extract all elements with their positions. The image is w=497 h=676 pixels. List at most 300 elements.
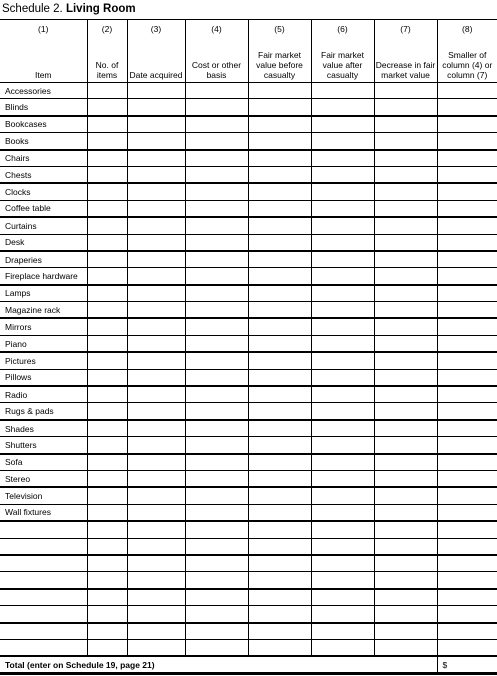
fmv-after-field[interactable] <box>311 369 374 386</box>
table-row <box>0 335 497 352</box>
item-name-cell[interactable]: Wall fixtures <box>0 504 87 521</box>
cost-basis-field[interactable] <box>185 83 248 99</box>
number-of-items-field[interactable] <box>87 589 127 606</box>
date-acquired-field[interactable] <box>127 183 185 200</box>
number-of-items-field[interactable] <box>87 318 127 335</box>
fmv-after-field[interactable] <box>311 639 374 656</box>
decrease-field[interactable] <box>374 268 437 285</box>
fmv-after-field[interactable] <box>311 217 374 234</box>
decrease-field[interactable] <box>374 521 437 538</box>
number-of-items-field[interactable] <box>87 487 127 504</box>
item-name-cell[interactable]: Piano <box>0 335 87 352</box>
date-acquired-field[interactable] <box>127 521 185 538</box>
decrease-field[interactable] <box>374 454 437 471</box>
fmv-after-field[interactable] <box>311 437 374 454</box>
fmv-before-field[interactable] <box>248 99 311 116</box>
decrease-field[interactable] <box>374 133 437 150</box>
item-name-cell[interactable]: Lamps <box>0 285 87 302</box>
table-row <box>0 454 497 471</box>
decrease-field[interactable] <box>374 99 437 116</box>
fmv-before-field[interactable] <box>248 437 311 454</box>
fmv-before-field[interactable] <box>248 487 311 504</box>
fmv-before-field[interactable] <box>248 318 311 335</box>
item-name-cell[interactable] <box>0 606 87 623</box>
number-of-items-field[interactable] <box>87 437 127 454</box>
fmv-before-field[interactable] <box>248 639 311 656</box>
fmv-before-field[interactable] <box>248 83 311 99</box>
fmv-after-field[interactable] <box>311 83 374 99</box>
fmv-after-field[interactable] <box>311 285 374 302</box>
date-acquired-field[interactable] <box>127 572 185 589</box>
fmv-before-field[interactable] <box>248 420 311 437</box>
cost-basis-field[interactable] <box>185 116 248 133</box>
item-name-cell[interactable]: Shutters <box>0 437 87 454</box>
smaller-amount-field[interactable] <box>437 403 497 420</box>
table-row <box>0 623 497 640</box>
fmv-after-field[interactable] <box>311 352 374 369</box>
decrease-field[interactable] <box>374 166 437 183</box>
date-acquired-field[interactable] <box>127 555 185 572</box>
item-name-cell[interactable]: Blinds <box>0 99 87 116</box>
smaller-amount-field[interactable] <box>437 521 497 538</box>
smaller-amount-field[interactable] <box>437 318 497 335</box>
table-row <box>0 437 497 454</box>
decrease-field[interactable] <box>374 234 437 251</box>
number-of-items-field[interactable] <box>87 504 127 521</box>
date-acquired-field[interactable] <box>127 285 185 302</box>
decrease-field[interactable] <box>374 83 437 99</box>
number-of-items-field[interactable] <box>87 335 127 352</box>
item-name-cell[interactable]: Clocks <box>0 183 87 200</box>
smaller-amount-field[interactable] <box>437 217 497 234</box>
date-acquired-field[interactable] <box>127 335 185 352</box>
fmv-before-field[interactable] <box>248 200 311 217</box>
fmv-before-field[interactable] <box>248 572 311 589</box>
item-name-cell[interactable]: Books <box>0 133 87 150</box>
cost-basis-field[interactable] <box>185 606 248 623</box>
item-name-cell[interactable] <box>0 555 87 572</box>
table-row <box>0 150 497 167</box>
fmv-after-field[interactable] <box>311 166 374 183</box>
fmv-before-field[interactable] <box>248 352 311 369</box>
cost-basis-field[interactable] <box>185 369 248 386</box>
smaller-amount-field[interactable] <box>437 470 497 487</box>
fmv-before-field[interactable] <box>248 217 311 234</box>
number-of-items-field[interactable] <box>87 454 127 471</box>
decrease-field[interactable] <box>374 150 437 167</box>
decrease-field[interactable] <box>374 403 437 420</box>
item-name-cell[interactable]: Shades <box>0 420 87 437</box>
smaller-amount-field[interactable] <box>437 639 497 656</box>
number-of-items-field[interactable] <box>87 352 127 369</box>
table-row <box>0 470 497 487</box>
cost-basis-field[interactable] <box>185 487 248 504</box>
decrease-field[interactable] <box>374 116 437 133</box>
cost-basis-field[interactable] <box>185 183 248 200</box>
fmv-before-field[interactable] <box>248 335 311 352</box>
decrease-field[interactable] <box>374 487 437 504</box>
table-row <box>0 639 497 656</box>
date-acquired-field[interactable] <box>127 251 185 268</box>
number-of-items-field[interactable] <box>87 251 127 268</box>
fmv-after-field[interactable] <box>311 302 374 319</box>
smaller-amount-field[interactable] <box>437 200 497 217</box>
cost-basis-field[interactable] <box>185 538 248 555</box>
cost-basis-field[interactable] <box>185 403 248 420</box>
cost-basis-field[interactable] <box>185 335 248 352</box>
number-of-items-field[interactable] <box>87 83 127 99</box>
fmv-after-field[interactable] <box>311 335 374 352</box>
fmv-before-field[interactable] <box>248 606 311 623</box>
fmv-before-field[interactable] <box>248 369 311 386</box>
cost-basis-field[interactable] <box>185 623 248 640</box>
item-name-cell[interactable]: Stereo <box>0 470 87 487</box>
number-of-items-field[interactable] <box>87 217 127 234</box>
smaller-amount-field[interactable] <box>437 352 497 369</box>
date-acquired-field[interactable] <box>127 302 185 319</box>
date-acquired-field[interactable] <box>127 217 185 234</box>
decrease-field[interactable] <box>374 183 437 200</box>
smaller-amount-field[interactable] <box>437 454 497 471</box>
cost-basis-field[interactable] <box>185 454 248 471</box>
item-name-cell[interactable]: Sofa <box>0 454 87 471</box>
table-row <box>0 318 497 335</box>
number-of-items-field[interactable] <box>87 606 127 623</box>
fmv-after-field[interactable] <box>311 234 374 251</box>
cost-basis-field[interactable] <box>185 166 248 183</box>
cost-basis-field[interactable] <box>185 234 248 251</box>
col-header-smaller: (8) Smaller of column (4) or column (7) <box>437 20 497 83</box>
fmv-before-field[interactable] <box>248 504 311 521</box>
item-name-cell[interactable]: Chests <box>0 166 87 183</box>
date-acquired-field[interactable] <box>127 369 185 386</box>
date-acquired-field[interactable] <box>127 150 185 167</box>
fmv-after-field[interactable] <box>311 116 374 133</box>
item-name-cell[interactable]: Rugs & pads <box>0 403 87 420</box>
smaller-amount-field[interactable] <box>437 83 497 99</box>
smaller-amount-field[interactable] <box>437 555 497 572</box>
table-row <box>0 504 497 521</box>
item-name-cell[interactable] <box>0 639 87 656</box>
fmv-before-field[interactable] <box>248 251 311 268</box>
date-acquired-field[interactable] <box>127 116 185 133</box>
col-header-fmv-after: (6) Fair market value after casualty <box>311 20 374 83</box>
cost-basis-field[interactable] <box>185 217 248 234</box>
decrease-field[interactable] <box>374 285 437 302</box>
fmv-before-field[interactable] <box>248 403 311 420</box>
number-of-items-field[interactable] <box>87 538 127 555</box>
decrease-field[interactable] <box>374 251 437 268</box>
cost-basis-field[interactable] <box>185 386 248 403</box>
table-row <box>0 420 497 437</box>
table-row <box>0 521 497 538</box>
item-name-cell[interactable]: Curtains <box>0 217 87 234</box>
date-acquired-field[interactable] <box>127 420 185 437</box>
fmv-before-field[interactable] <box>248 183 311 200</box>
date-acquired-field[interactable] <box>127 470 185 487</box>
date-acquired-field[interactable] <box>127 504 185 521</box>
table-row <box>0 133 497 150</box>
cost-basis-field[interactable] <box>185 150 248 167</box>
decrease-field[interactable] <box>374 318 437 335</box>
decrease-field[interactable] <box>374 302 437 319</box>
number-of-items-field[interactable] <box>87 302 127 319</box>
item-name-cell[interactable]: Television <box>0 487 87 504</box>
table-row <box>0 606 497 623</box>
date-acquired-field[interactable] <box>127 538 185 555</box>
date-acquired-field[interactable] <box>127 166 185 183</box>
cost-basis-field[interactable] <box>185 352 248 369</box>
date-acquired-field[interactable] <box>127 318 185 335</box>
date-acquired-field[interactable] <box>127 386 185 403</box>
fmv-after-field[interactable] <box>311 386 374 403</box>
cost-basis-field[interactable] <box>185 589 248 606</box>
number-of-items-field[interactable] <box>87 639 127 656</box>
fmv-after-field[interactable] <box>311 606 374 623</box>
smaller-amount-field[interactable] <box>437 589 497 606</box>
decrease-field[interactable] <box>374 420 437 437</box>
fmv-after-field[interactable] <box>311 470 374 487</box>
smaller-amount-field[interactable] <box>437 302 497 319</box>
date-acquired-field[interactable] <box>127 99 185 116</box>
decrease-field[interactable] <box>374 538 437 555</box>
smaller-amount-field[interactable] <box>437 99 497 116</box>
fmv-after-field[interactable] <box>311 623 374 640</box>
item-name-cell[interactable]: Bookcases <box>0 116 87 133</box>
number-of-items-field[interactable] <box>87 386 127 403</box>
smaller-amount-field[interactable] <box>437 420 497 437</box>
cost-basis-field[interactable] <box>185 268 248 285</box>
fmv-after-field[interactable] <box>311 99 374 116</box>
smaller-amount-field[interactable] <box>437 335 497 352</box>
col-header-number-of-items: (2) No. of items <box>87 20 127 83</box>
fmv-before-field[interactable] <box>248 268 311 285</box>
fmv-after-field[interactable] <box>311 133 374 150</box>
decrease-field[interactable] <box>374 504 437 521</box>
cost-basis-field[interactable] <box>185 285 248 302</box>
fmv-after-field[interactable] <box>311 420 374 437</box>
total-label: Total (enter on Schedule 19, page 21) <box>0 656 437 674</box>
fmv-after-field[interactable] <box>311 589 374 606</box>
table-row <box>0 183 497 200</box>
decrease-field[interactable] <box>374 555 437 572</box>
fmv-before-field[interactable] <box>248 589 311 606</box>
number-of-items-field[interactable] <box>87 470 127 487</box>
decrease-field[interactable] <box>374 386 437 403</box>
fmv-before-field[interactable] <box>248 555 311 572</box>
number-of-items-field[interactable] <box>87 403 127 420</box>
fmv-before-field[interactable] <box>248 302 311 319</box>
fmv-before-field[interactable] <box>248 166 311 183</box>
item-name-cell[interactable]: Accessories <box>0 83 87 99</box>
number-of-items-field[interactable] <box>87 555 127 572</box>
fmv-before-field[interactable] <box>248 133 311 150</box>
cost-basis-field[interactable] <box>185 302 248 319</box>
number-of-items-field[interactable] <box>87 285 127 302</box>
smaller-amount-field[interactable] <box>437 183 497 200</box>
date-acquired-field[interactable] <box>127 268 185 285</box>
smaller-amount-field[interactable] <box>437 437 497 454</box>
decrease-field[interactable] <box>374 217 437 234</box>
decrease-field[interactable] <box>374 470 437 487</box>
cost-basis-field[interactable] <box>185 133 248 150</box>
cost-basis-field[interactable] <box>185 200 248 217</box>
decrease-field[interactable] <box>374 335 437 352</box>
decrease-field[interactable] <box>374 437 437 454</box>
fmv-before-field[interactable] <box>248 454 311 471</box>
date-acquired-field[interactable] <box>127 200 185 217</box>
fmv-before-field[interactable] <box>248 116 311 133</box>
fmv-before-field[interactable] <box>248 521 311 538</box>
smaller-amount-field[interactable] <box>437 623 497 640</box>
number-of-items-field[interactable] <box>87 99 127 116</box>
date-acquired-field[interactable] <box>127 133 185 150</box>
number-of-items-field[interactable] <box>87 521 127 538</box>
number-of-items-field[interactable] <box>87 572 127 589</box>
fmv-after-field[interactable] <box>311 268 374 285</box>
col-header-decrease: (7) Decrease in fair market value <box>374 20 437 83</box>
decrease-field[interactable] <box>374 572 437 589</box>
smaller-amount-field[interactable] <box>437 116 497 133</box>
cost-basis-field[interactable] <box>185 99 248 116</box>
number-of-items-field[interactable] <box>87 200 127 217</box>
fmv-before-field[interactable] <box>248 386 311 403</box>
smaller-amount-field[interactable] <box>437 166 497 183</box>
number-of-items-field[interactable] <box>87 369 127 386</box>
number-of-items-field[interactable] <box>87 166 127 183</box>
decrease-field[interactable] <box>374 200 437 217</box>
fmv-after-field[interactable] <box>311 487 374 504</box>
table-row <box>0 487 497 504</box>
smaller-amount-field[interactable] <box>437 285 497 302</box>
item-name-cell[interactable]: Chairs <box>0 150 87 167</box>
cost-basis-field[interactable] <box>185 420 248 437</box>
number-of-items-field[interactable] <box>87 116 127 133</box>
smaller-amount-field[interactable] <box>437 606 497 623</box>
date-acquired-field[interactable] <box>127 606 185 623</box>
smaller-amount-field[interactable] <box>437 268 497 285</box>
cost-basis-field[interactable] <box>185 504 248 521</box>
date-acquired-field[interactable] <box>127 623 185 640</box>
number-of-items-field[interactable] <box>87 150 127 167</box>
number-of-items-field[interactable] <box>87 133 127 150</box>
item-name-cell[interactable]: Draperies <box>0 251 87 268</box>
fmv-after-field[interactable] <box>311 318 374 335</box>
item-name-cell[interactable]: Coffee table <box>0 200 87 217</box>
decrease-field[interactable] <box>374 623 437 640</box>
smaller-amount-field[interactable] <box>437 572 497 589</box>
item-name-cell[interactable]: Desk <box>0 234 87 251</box>
fmv-after-field[interactable] <box>311 555 374 572</box>
decrease-field[interactable] <box>374 606 437 623</box>
smaller-amount-field[interactable] <box>437 386 497 403</box>
fmv-after-field[interactable] <box>311 150 374 167</box>
item-name-cell[interactable] <box>0 623 87 640</box>
decrease-field[interactable] <box>374 369 437 386</box>
item-name-cell[interactable]: Fireplace hardware <box>0 268 87 285</box>
fmv-before-field[interactable] <box>248 470 311 487</box>
smaller-amount-field[interactable] <box>437 487 497 504</box>
date-acquired-field[interactable] <box>127 437 185 454</box>
table-row <box>0 555 497 572</box>
number-of-items-field[interactable] <box>87 234 127 251</box>
smaller-amount-field[interactable] <box>437 133 497 150</box>
decrease-field[interactable] <box>374 639 437 656</box>
cost-basis-field[interactable] <box>185 555 248 572</box>
decrease-field[interactable] <box>374 352 437 369</box>
table-row <box>0 99 497 116</box>
fmv-before-field[interactable] <box>248 234 311 251</box>
col-header-date-acquired: (3) Date acquired <box>127 20 185 83</box>
date-acquired-field[interactable] <box>127 352 185 369</box>
item-name-cell[interactable] <box>0 572 87 589</box>
date-acquired-field[interactable] <box>127 639 185 656</box>
cost-basis-field[interactable] <box>185 572 248 589</box>
item-name-cell[interactable]: Pictures <box>0 352 87 369</box>
fmv-after-field[interactable] <box>311 200 374 217</box>
item-name-cell[interactable]: Magazine rack <box>0 302 87 319</box>
cost-basis-field[interactable] <box>185 251 248 268</box>
fmv-before-field[interactable] <box>248 150 311 167</box>
date-acquired-field[interactable] <box>127 487 185 504</box>
fmv-after-field[interactable] <box>311 538 374 555</box>
cost-basis-field[interactable] <box>185 437 248 454</box>
total-amount-field[interactable] <box>437 656 497 674</box>
number-of-items-field[interactable] <box>87 623 127 640</box>
fmv-after-field[interactable] <box>311 183 374 200</box>
item-name-cell[interactable] <box>0 589 87 606</box>
date-acquired-field[interactable] <box>127 454 185 471</box>
fmv-before-field[interactable] <box>248 538 311 555</box>
smaller-amount-field[interactable] <box>437 234 497 251</box>
fmv-after-field[interactable] <box>311 454 374 471</box>
decrease-field[interactable] <box>374 589 437 606</box>
smaller-amount-field[interactable] <box>437 150 497 167</box>
cost-basis-field[interactable] <box>185 318 248 335</box>
item-name-cell[interactable]: Radio <box>0 386 87 403</box>
item-name-cell[interactable]: Pillows <box>0 369 87 386</box>
smaller-amount-field[interactable] <box>437 251 497 268</box>
fmv-after-field[interactable] <box>311 521 374 538</box>
fmv-after-field[interactable] <box>311 251 374 268</box>
fmv-before-field[interactable] <box>248 623 311 640</box>
smaller-amount-field[interactable] <box>437 369 497 386</box>
table-row <box>0 234 497 251</box>
item-name-cell[interactable] <box>0 521 87 538</box>
fmv-after-field[interactable] <box>311 572 374 589</box>
table-row <box>0 200 497 217</box>
item-name-cell[interactable] <box>0 538 87 555</box>
smaller-amount-field[interactable] <box>437 538 497 555</box>
fmv-after-field[interactable] <box>311 504 374 521</box>
cost-basis-field[interactable] <box>185 639 248 656</box>
number-of-items-field[interactable] <box>87 420 127 437</box>
cost-basis-field[interactable] <box>185 521 248 538</box>
fmv-before-field[interactable] <box>248 285 311 302</box>
date-acquired-field[interactable] <box>127 403 185 420</box>
smaller-amount-field[interactable] <box>437 504 497 521</box>
cost-basis-field[interactable] <box>185 470 248 487</box>
date-acquired-field[interactable] <box>127 589 185 606</box>
number-of-items-field[interactable] <box>87 183 127 200</box>
fmv-after-field[interactable] <box>311 403 374 420</box>
table-row <box>0 352 497 369</box>
item-name-cell[interactable]: Mirrors <box>0 318 87 335</box>
date-acquired-field[interactable] <box>127 83 185 99</box>
number-of-items-field[interactable] <box>87 268 127 285</box>
date-acquired-field[interactable] <box>127 234 185 251</box>
header-row <box>0 20 497 83</box>
